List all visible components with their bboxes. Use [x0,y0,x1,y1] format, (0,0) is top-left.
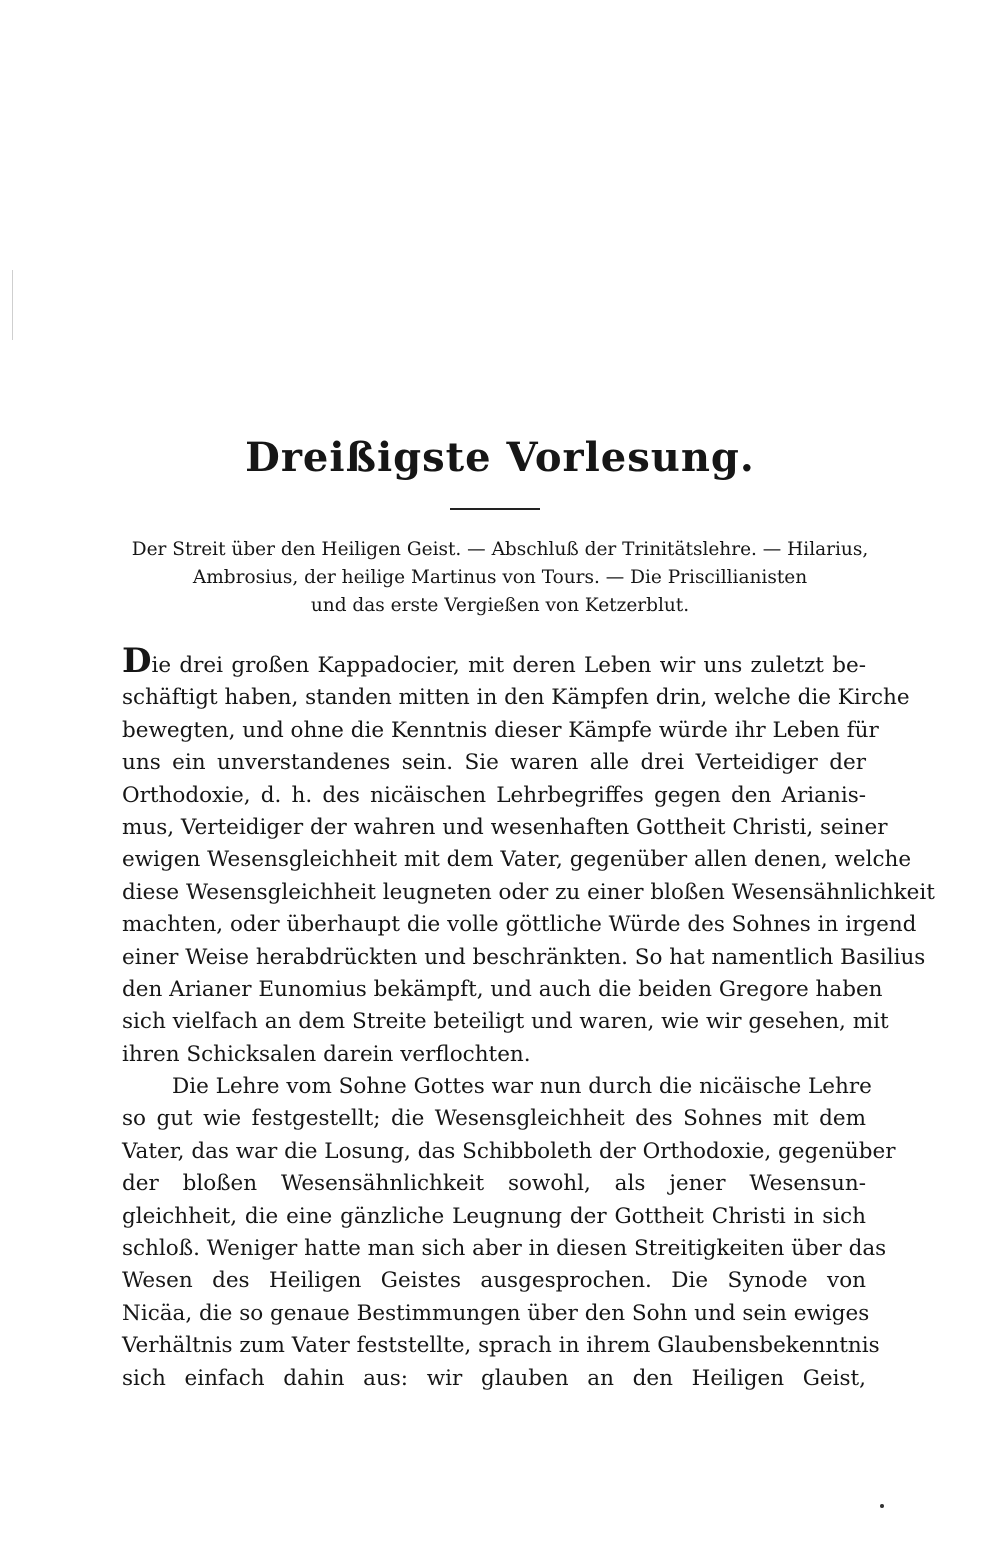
summary-line: Ambrosius, der heilige Martinus von Tours. — Die Priscillianisten [192,567,808,588]
summary-line: Der Streit über den Heiligen Geist. — Abschluß der Trinitätslehre. — Hilarius, [131,539,869,560]
body-line: Nicäa, die so genaue Bestimmungen über den Sohn und sein ewiges [122,1300,870,1326]
body-line: ewigen Wesensgleichheit mit dem Vater, gegenüber allen denen, welche [122,847,912,873]
title-divider [450,508,540,510]
chapter-summary [110,536,890,620]
body-line: schloß. Weniger hatte man sich aber in diesen Streitigkeiten über das [122,1236,887,1262]
body-line: ihren Schicksalen darein verflochten. [122,1041,531,1067]
body-line: diese Wesensgleichheit leugneten oder zu einer bloßen Wesensähnlichkeit [122,879,935,905]
body-line: Wesen des Heiligen Geistes ausgesprochen. Die Synode von [122,1268,866,1294]
body-line: der bloßen Wesensähnlichkeit sowohl, als jener Wesensun- [122,1171,866,1197]
chapter-title: Dreißigste Vorlesung. [245,434,755,481]
body-line: mus, Verteidiger der wahren und wesenhaften Gottheit Christi, seiner [122,814,888,840]
body-line: Orthodoxie, d. h. des nicäischen Lehrbegriffes gegen den Arianis- [122,782,866,808]
body-line: Vater, das war die Losung, das Schibboleth der Orthodoxie, gegenüber [122,1138,896,1164]
body-line: den Arianer Eunomius bekämpft, und auch die beiden Gregore haben [122,976,883,1002]
body-line-text: ie drei großen Kappadocier, mit deren Leben wir uns zuletzt be- [151,653,866,678]
body-line: sich einfach dahin aus: wir glauben an den Heiligen Geist, [122,1365,866,1391]
body-line: bewegten, und ohne die Kenntnis dieser Kämpfe würde ihr Leben für [122,717,879,743]
body-line [122,641,866,682]
body-line: sich vielfach an dem Streite beteiligt und waren, wie wir gesehen, mit [122,1009,889,1035]
body-line: einer Weise herabdrückten und beschränkten. So hat namentlich Basilius [122,944,926,970]
body-line: Verhältnis zum Vater feststellte, sprach in ihrem Glaubensbekenntnis [122,1333,880,1359]
body-text [122,641,935,1395]
paragraph-start-line: Die Lehre vom Sohne Gottes war nun durch die nicäische Lehre [172,1074,872,1100]
body-line: gleichheit, die eine gänzliche Leugnung der Gottheit Christi in sich [122,1203,866,1229]
summary-line: und das erste Vergießen von Ketzerblut. [310,595,690,616]
ink-speck [880,1504,884,1508]
scan-edge-mark [12,270,13,340]
body-line: uns ein unverstandenes sein. Sie waren alle drei Verteidiger der [122,750,866,776]
body-line: machten, oder überhaupt die volle göttliche Würde des Sohnes in irgend [122,912,917,938]
body-line: schäftigt haben, standen mitten in den Kämpfen drin, welche die Kirche [122,685,910,711]
initial-letter: D [122,641,152,681]
body-line: so gut wie festgestellt; die Wesensgleichheit des Sohnes mit dem [122,1106,866,1132]
